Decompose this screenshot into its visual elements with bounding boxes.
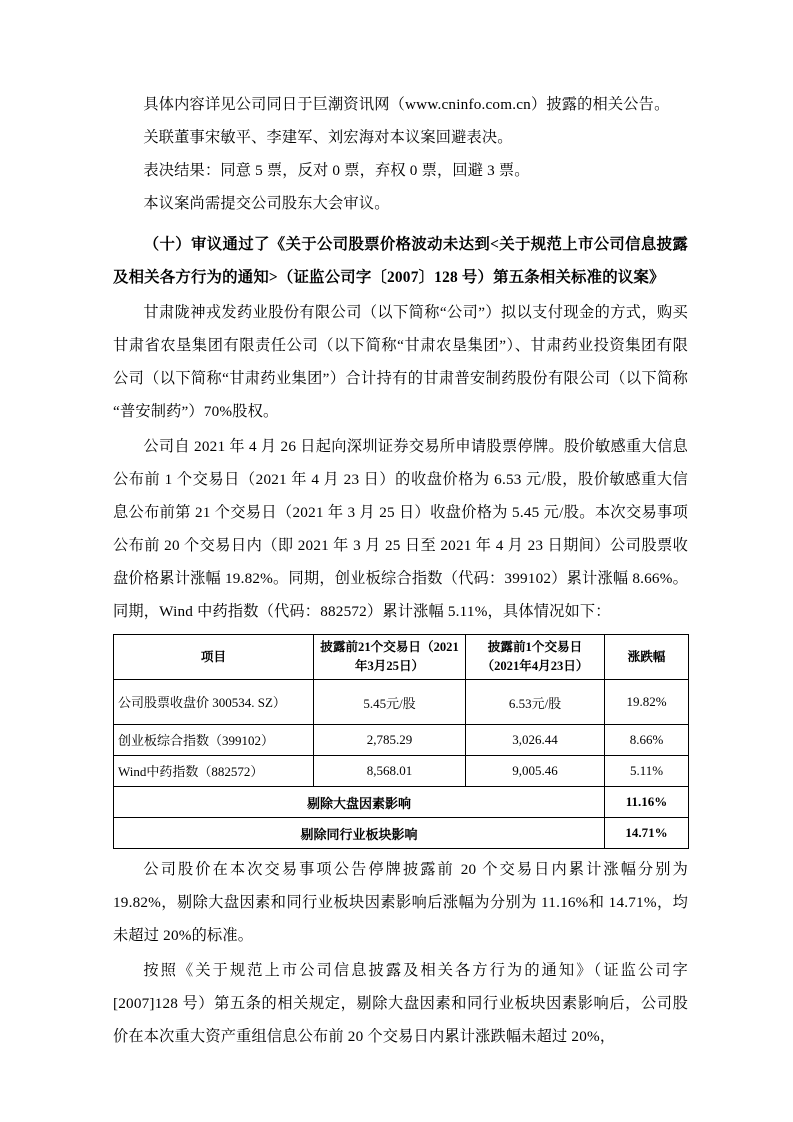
- paragraph-shareholder-meeting: 本议案尚需提交公司股东大会审议。: [143, 195, 390, 212]
- cell-change-chinext-index: 8.66%: [605, 725, 689, 756]
- paragraph-price-movement: 公司自 2021 年 4 月 26 日起向深圳证券交易所申请股票停牌。股价敏感重大信息公布前 1 个交易日（2021 年 4 月 23 日）的收盘价格为 6.53 元/股，股价敏感重大信息公布前第 21 个交易日（2021 年 3 月 25 日）收盘价格为 5.45 元/股。本次交易事项公布前 20 个交易日内（即 2021 年 3 月 25 日至 2021 年 4 月 23 日期间）公司股票收盘价格累计涨幅 19.82%。同期，创业板综合指数（代码：399102）累计涨幅 8.66%。同期，Wind 中药指数（代码：882572）累计涨幅 5.11%，具体情况如下：: [113, 438, 688, 620]
- paragraph-regulation-conclusion: 按照《关于规范上市公司信息披露及相关各方行为的通知》（证监公司字[2007]128 号）第五条的相关规定，剔除大盘因素和同行业板块因素影响后，公司股价在本次重大资产重组信息公布前 20 个交易日内累计涨跌幅未超过 20%，: [113, 962, 688, 1045]
- table-row: [114, 756, 689, 787]
- cell-label-exclude-sector: 剔除同行业板块影响: [114, 818, 605, 849]
- table-header-row: [114, 635, 689, 680]
- stock-price-volatility-table: [113, 634, 689, 849]
- cell-item-stock-price: 公司股票收盘价 300534. SZ）: [114, 680, 314, 725]
- page-content: [113, 88, 688, 1053]
- section-heading-item-ten: （十）审议通过了《关于公司股票价格波动未达到<关于规范上市公司信息披露及相关各方行为的通知>（证监公司字〔2007〕128 号）第五条相关标准的议案》: [113, 236, 688, 286]
- cell-before1-chinext-index: 3,026.44: [466, 725, 605, 756]
- cell-label-exclude-market: 剔除大盘因素影响: [114, 787, 605, 818]
- table-row: [114, 680, 689, 725]
- paragraph-cninfo-notice: 具体内容详见公司同日于巨潮资讯网（www.cninfo.com.cn）披露的相关公告。: [143, 96, 670, 113]
- paragraph-acquisition-plan: 甘肃陇神戎发药业股份有限公司（以下简称“公司”）拟以支付现金的方式，购买甘肃省农垦集团有限责任公司（以下简称“甘肃农垦集团”）、甘肃药业投资集团有限公司（以下简称“甘肃药业集团”）合计持有的甘肃普安制药股份有限公司（以下简称“普安制药”）70%股权。: [113, 304, 688, 420]
- table-column-item: 项目: [114, 635, 314, 680]
- cell-before21-stock-price: 5.45元/股: [314, 680, 466, 725]
- cell-before21-wind-tcm-index: 8,568.01: [314, 756, 466, 787]
- cell-value-exclude-market: 11.16%: [605, 787, 689, 818]
- paragraph-director-recusal: 关联董事宋敏平、李建军、刘宏海对本议案回避表决。: [143, 129, 513, 146]
- cell-item-chinext-index: 创业板综合指数（399102）: [114, 725, 314, 756]
- table-summary-row-sector: [114, 818, 689, 849]
- table-column-before1: 披露前1个交易日（2021年4月23日）: [466, 635, 605, 680]
- paragraph-cumulative-change: 公司股价在本次交易事项公告停牌披露前 20 个交易日内累计涨幅分别为 19.82%，剔除大盘因素和同行业板块因素影响后涨幅为分别为 11.16%和 14.71%，均未超过 20%的标准。: [113, 861, 688, 944]
- cell-value-exclude-sector: 14.71%: [605, 818, 689, 849]
- cell-change-stock-price: 19.82%: [605, 680, 689, 725]
- cell-before1-wind-tcm-index: 9,005.46: [466, 756, 605, 787]
- table-column-change: 涨跌幅: [605, 635, 689, 680]
- cell-item-wind-tcm-index: Wind中药指数（882572）: [114, 756, 314, 787]
- paragraph-vote-result: 表决结果：同意 5 票，反对 0 票，弃权 0 票，回避 3 票。: [143, 162, 530, 179]
- cell-change-wind-tcm-index: 5.11%: [605, 756, 689, 787]
- table-column-before21: 披露前21个交易日（2021年3月25日）: [314, 635, 466, 680]
- table-row: [114, 725, 689, 756]
- table-summary-row-market: [114, 787, 689, 818]
- cell-before1-stock-price: 6.53元/股: [466, 680, 605, 725]
- cell-before21-chinext-index: 2,785.29: [314, 725, 466, 756]
